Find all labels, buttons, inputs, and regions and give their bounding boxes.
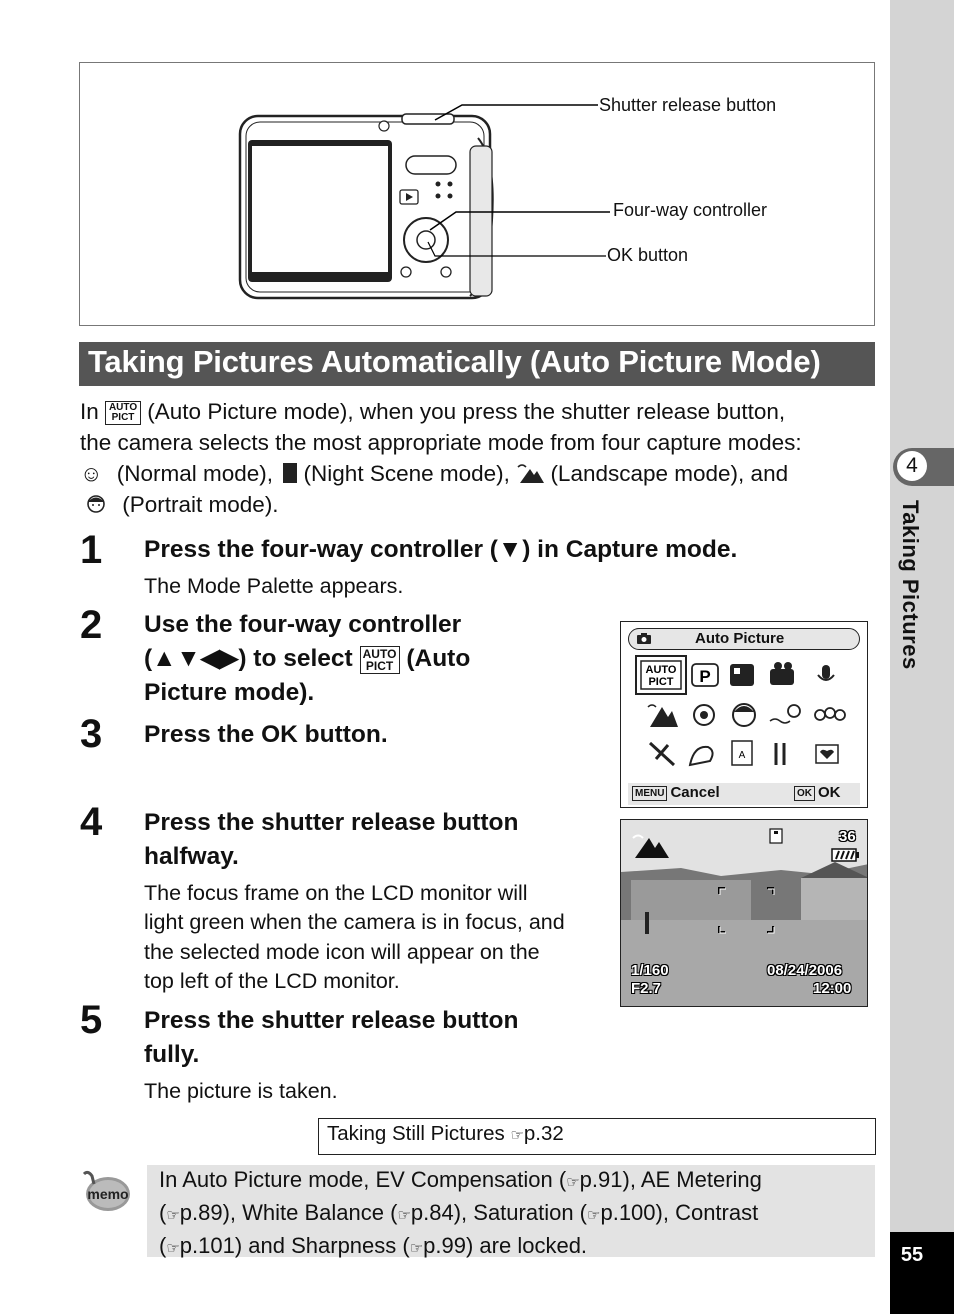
memo-icon: [80, 1170, 132, 1214]
palette-program-letter: P: [699, 667, 711, 686]
normal-mode-icon: ☺: [80, 461, 103, 486]
svg-text:A: A: [738, 750, 746, 761]
step-5-number: 5: [80, 998, 103, 1042]
fourway-callout-label: Four-way controller: [613, 200, 768, 220]
intro-line-1: In AUTO PICT (Auto Picture mode), when you press the shutter release button,: [80, 399, 786, 424]
step-4-body-1: The focus frame on the LCD monitor will: [144, 881, 528, 905]
step-1-number: 1: [80, 528, 103, 572]
step-5-heading-1: Press the shutter release button: [144, 1007, 519, 1034]
intro-line-4: (Portrait mode).: [80, 489, 279, 520]
svg-text:PICT: PICT: [648, 676, 674, 688]
step-4-body-3: the selected mode icon will appear on the: [144, 940, 540, 964]
battery-icon: [831, 848, 859, 862]
step-2-heading-2: (▲▼◀▶) to select AUTO PICT (Auto: [144, 645, 471, 673]
palette-title: Auto Picture: [695, 630, 785, 647]
intro-line-2: the camera selects the most appropriate mode from four capture modes:: [80, 430, 802, 455]
memory-card-icon: [769, 828, 783, 844]
palette-cancel: MENU Cancel: [632, 784, 720, 801]
shots-remaining: 36: [839, 828, 856, 845]
step-3-heading: Press the OK button.: [144, 721, 388, 748]
portrait-icon: [84, 493, 108, 515]
step-3-number: 3: [80, 712, 103, 756]
lcd-monitor-screen: [620, 819, 868, 1007]
step-5-heading-2: fully.: [144, 1041, 200, 1068]
step-4-heading-2: halfway.: [144, 843, 239, 870]
step-5-body: The picture is taken.: [144, 1079, 338, 1103]
palette-mode-icons: [634, 655, 860, 775]
camera-back-icon: [230, 100, 620, 310]
step-4-body-2: light green when the camera is in focus, and: [144, 910, 565, 934]
chapter-title: Taking Pictures: [898, 500, 923, 670]
aperture-value: F2.7: [631, 980, 662, 997]
landscape-icon: [629, 832, 669, 860]
memo-text: In Auto Picture mode, EV Compensation (☞p.91), AE Metering (☞p.89), White Balance (☞p.84), Saturation (☞p.100), Contrast (☞p.101) and Sharpness (☞p.99) are locked.: [159, 1167, 762, 1258]
step-4-body-4: top left of the LCD monitor.: [144, 969, 400, 993]
auto-pict-glyph: AUTO PICT: [105, 401, 141, 425]
svg-text:AUTO: AUTO: [645, 664, 677, 676]
step-2-number: 2: [80, 603, 103, 647]
step-4-number: 4: [80, 800, 103, 844]
night-scene-icon: [283, 463, 297, 483]
chapter-number: 4: [897, 451, 927, 481]
time-display: 12:00: [813, 980, 852, 997]
step-1-body: The Mode Palette appears.: [144, 574, 404, 598]
section-title: Taking Pictures Automatically (Auto Picture Mode): [88, 344, 821, 379]
camera-icon: [636, 632, 652, 645]
intro-line-3: ☺ (Normal mode), (Night Scene mode), (Landscape mode), and: [80, 461, 789, 486]
shutter-speed: 1/160: [631, 962, 669, 979]
reference-text: Taking Still Pictures ☞p.32: [327, 1122, 564, 1145]
step-2-heading-3: Picture mode).: [144, 679, 315, 706]
svg-text:memo: memo: [87, 1186, 129, 1202]
landscape-icon: [516, 463, 544, 483]
palette-ok: OK OK: [794, 784, 841, 801]
pointing-hand-icon: ☞: [510, 1127, 524, 1144]
step-1-heading: Press the four-way controller (▼) in Capture mode.: [144, 536, 738, 563]
shutter-callout-label: Shutter release button: [599, 95, 777, 115]
step-4-heading-1: Press the shutter release button: [144, 809, 519, 836]
page-number: 55: [900, 1244, 924, 1266]
date-display: 08/24/2006: [767, 962, 843, 979]
ok-callout-label: OK button: [607, 245, 689, 265]
auto-pict-glyph: AUTO PICT: [360, 646, 400, 674]
step-2-heading-1: Use the four-way controller: [144, 611, 462, 638]
